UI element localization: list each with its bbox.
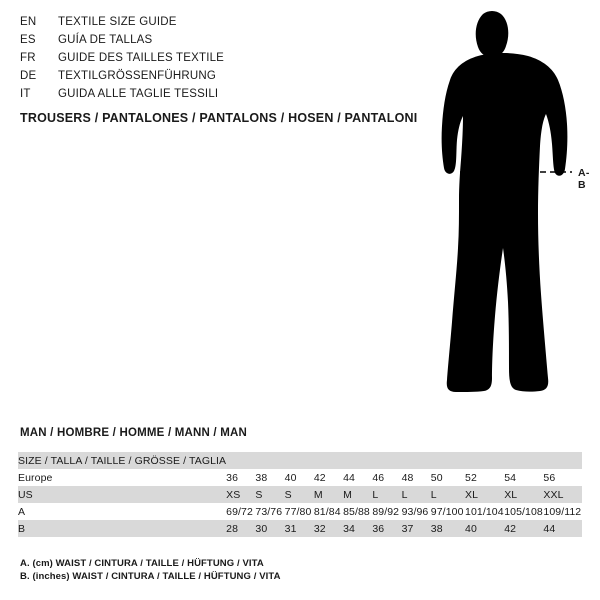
cell: 89/92	[372, 503, 401, 520]
cell: XS	[226, 486, 255, 503]
cell: 101/104	[465, 503, 504, 520]
cell	[255, 452, 284, 469]
language-code-it: IT	[20, 88, 31, 100]
table-row	[18, 520, 582, 537]
cell: 42	[504, 520, 543, 537]
cell: 44	[343, 469, 372, 486]
cell: M	[314, 486, 343, 503]
cell: 46	[372, 469, 401, 486]
cell: L	[431, 486, 465, 503]
cell: 37	[402, 520, 431, 537]
cell: 109/112	[543, 503, 582, 520]
cell: 32	[314, 520, 343, 537]
cell: 52	[465, 469, 504, 486]
cell: 97/100	[431, 503, 465, 520]
cell: 40	[465, 520, 504, 537]
size-table	[18, 452, 582, 537]
cell: S	[285, 486, 314, 503]
language-code-en: EN	[20, 16, 37, 28]
footnote-b: B. (inches) WAIST / CINTURA / TAILLE / HÜFTUNG / VITA	[20, 571, 281, 582]
cell: 54	[504, 469, 543, 486]
cell: 69/72	[226, 503, 255, 520]
cell: M	[343, 486, 372, 503]
footnote-a: A. (cm) WAIST / CINTURA / TAILLE / HÜFTUNG / VITA	[20, 558, 264, 569]
language-list	[20, 16, 400, 106]
cell: 81/84	[314, 503, 343, 520]
language-row-it	[20, 88, 400, 106]
cell: XL	[465, 486, 504, 503]
cell	[226, 452, 255, 469]
cell: 56	[543, 469, 582, 486]
table-row	[18, 486, 582, 503]
cell: 48	[402, 469, 431, 486]
table-row	[18, 503, 582, 520]
cell: 44	[543, 520, 582, 537]
measure-label-ab: A-B	[578, 167, 590, 191]
language-row-fr	[20, 52, 400, 70]
cell: 31	[285, 520, 314, 537]
row-label: Europe	[18, 469, 226, 486]
row-label: B	[18, 520, 226, 537]
language-code-es: ES	[20, 34, 36, 46]
garment-title: TROUSERS / PANTALONES / PANTALONS / HOSEN / PANTALONI	[20, 111, 418, 125]
cell: 42	[314, 469, 343, 486]
cell	[314, 452, 343, 469]
man-silhouette-figure	[420, 10, 595, 410]
cell	[372, 452, 401, 469]
cell: 73/76	[255, 503, 284, 520]
table-caption: MAN / HOMBRE / HOMME / MANN / MAN	[20, 427, 248, 439]
table-row	[18, 469, 582, 486]
cell	[431, 452, 465, 469]
silhouette-icon	[420, 10, 595, 410]
cell: 93/96	[402, 503, 431, 520]
cell	[343, 452, 372, 469]
cell: 28	[226, 520, 255, 537]
cell	[543, 452, 582, 469]
language-text-en: TEXTILE SIZE GUIDE	[58, 16, 177, 28]
cell: XXL	[543, 486, 582, 503]
cell: XL	[504, 486, 543, 503]
row-label: A	[18, 503, 226, 520]
footnotes	[20, 557, 281, 583]
cell: 105/108	[504, 503, 543, 520]
language-row-de	[20, 70, 400, 88]
row-label: SIZE / TALLA / TAILLE / GRÖSSE / TAGLIA	[18, 452, 226, 469]
row-label: US	[18, 486, 226, 503]
language-row-es	[20, 34, 400, 52]
cell: 77/80	[285, 503, 314, 520]
language-row-en	[20, 16, 400, 34]
cell: 38	[431, 520, 465, 537]
cell: 36	[226, 469, 255, 486]
language-text-fr: GUIDE DES TAILLES TEXTILE	[58, 52, 225, 64]
cell: 30	[255, 520, 284, 537]
language-text-de: TEXTILGRÖSSENFÜHRUNG	[58, 70, 216, 82]
cell: 85/88	[343, 503, 372, 520]
language-code-fr: FR	[20, 52, 36, 64]
cell: 38	[255, 469, 284, 486]
cell: 36	[372, 520, 401, 537]
table-row	[18, 452, 582, 469]
cell	[504, 452, 543, 469]
cell: S	[255, 486, 284, 503]
language-text-es: GUÍA DE TALLAS	[58, 34, 153, 46]
cell	[285, 452, 314, 469]
cell	[402, 452, 431, 469]
language-text-it: GUIDA ALLE TAGLIE TESSILI	[58, 88, 219, 100]
cell	[465, 452, 504, 469]
cell: 50	[431, 469, 465, 486]
cell: 40	[285, 469, 314, 486]
cell: L	[372, 486, 401, 503]
cell: 34	[343, 520, 372, 537]
language-code-de: DE	[20, 70, 37, 82]
cell: L	[402, 486, 431, 503]
